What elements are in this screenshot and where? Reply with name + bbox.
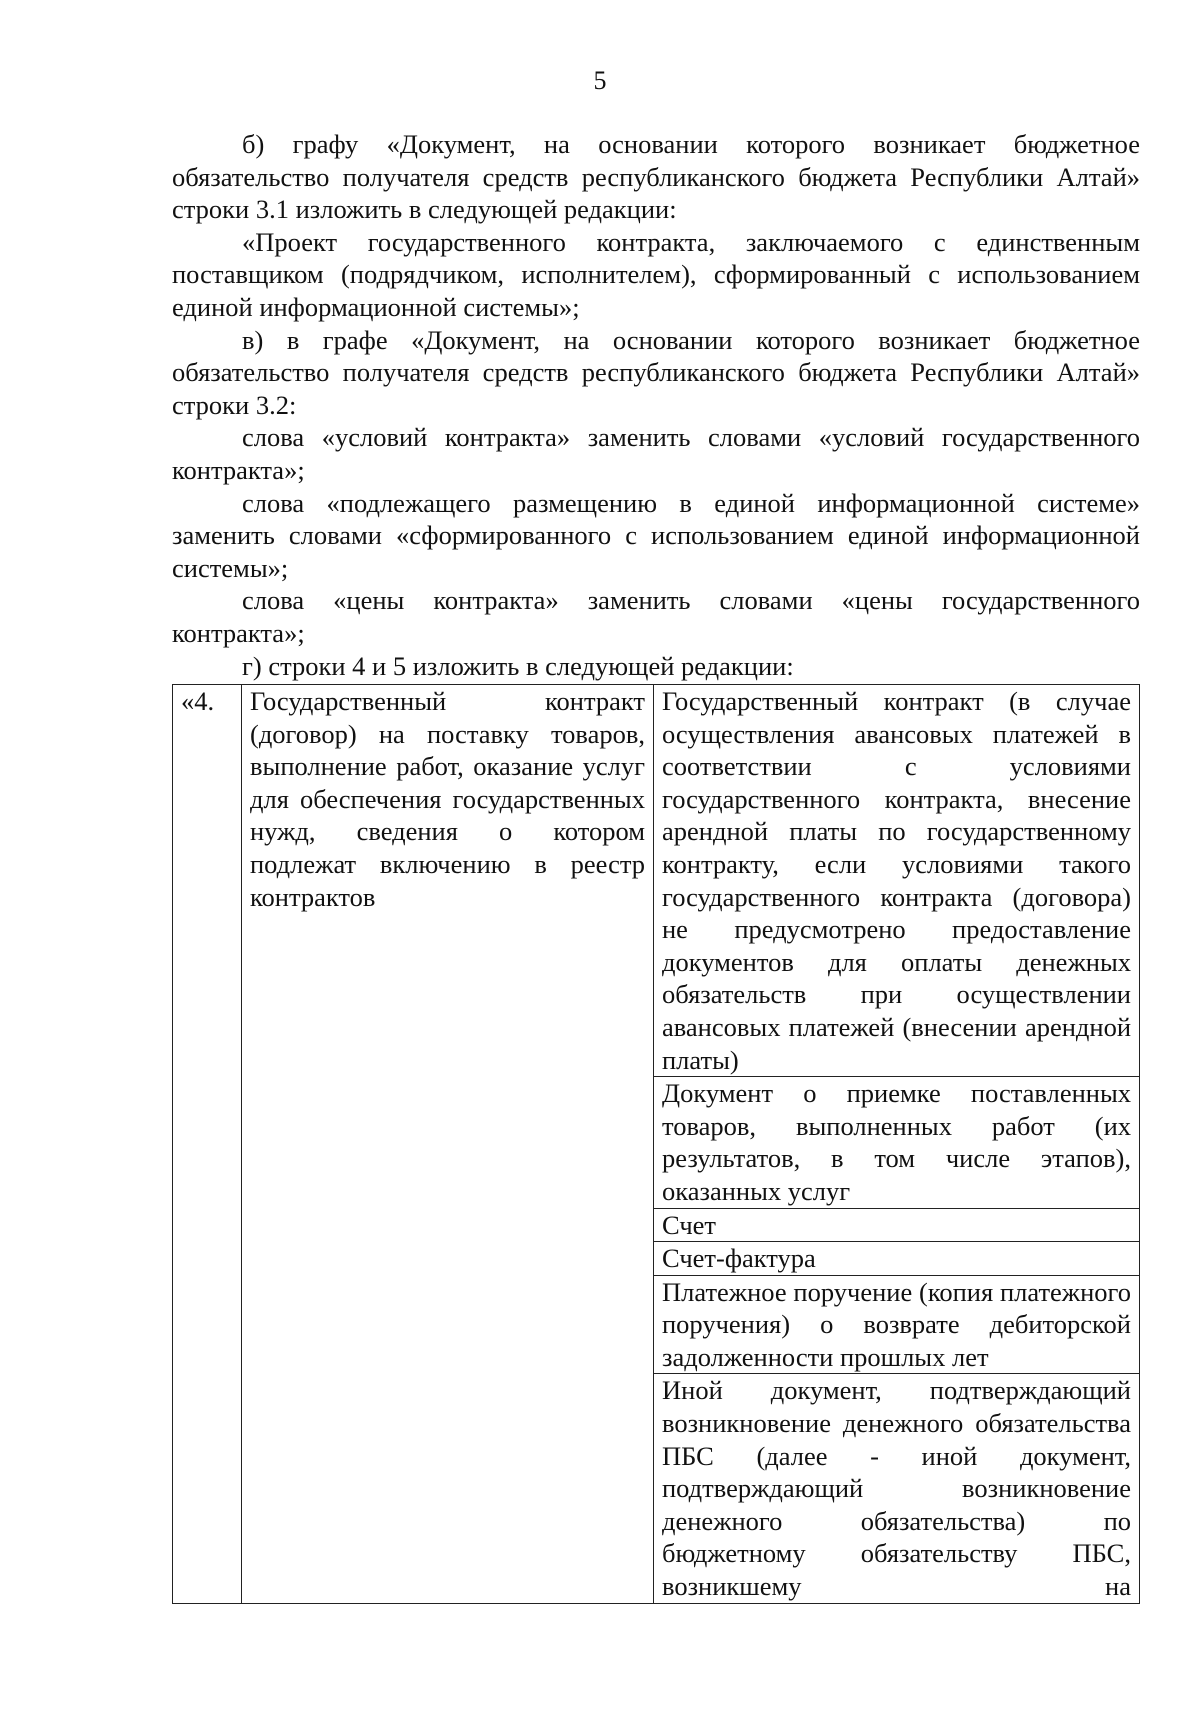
paragraph-replace-contract-terms: слова «условий контракта» заменить словами «условий государственного контракта»; — [172, 422, 1140, 485]
document-cell-text: Иной документ, подтверждающий возникновение денежного обязательства ПБС (далее - иной документ, подтверждающий возникновение денежного обязательства) по бюджетному обязательству ПБС, возникшему на — [662, 1375, 1131, 1602]
obligation-description-cell: Государственный контракт (договор) на поставку товаров, выполнение работ, оказание услуг для обеспечения государственных нужд, сведения о котором подлежат включению в реестр контрактов — [242, 685, 654, 1604]
paragraph-v: в) в графе «Документ, на основании которого возникает бюджетное обязательство получателя средств республиканского бюджета Республики Алтай» строки 3.2: — [172, 324, 1140, 420]
table-row — [173, 685, 1140, 1077]
document-body — [172, 128, 1140, 682]
paragraph-g: г) строки 4 и 5 изложить в следующей редакции: — [242, 650, 794, 681]
paragraph-b-quote: «Проект государственного контракта, заключаемого с единственным поставщиком (подрядчиком, исполнителем), сформированный с использованием единой информационной системы»; — [172, 226, 1140, 322]
amendment-table — [172, 684, 1140, 1604]
paragraph-replace-contract-price: слова «цены контракта» заменить словами «цены государственного контракта»; — [172, 585, 1140, 648]
document-cell: Государственный контракт (в случае осуществления авансовых платежей в соответствии с условиями государственного контракта, внесение арендной платы по государственному контракту, если условиями такого государственного контракта (договора) не предусмотрено предоставление документов для оплаты денежных обязательств при осуществлении авансовых платежей (внесении арендной платы) — [654, 685, 1140, 1077]
paragraph-b: б) графу «Документ, на основании которого возникает бюджетное обязательство получателя средств республиканского бюджета Республики Алтай» строки 3.1 изложить в следующей редакции: — [172, 129, 1140, 225]
document-cell: Документ о приемке поставленных товаров, выполненных работ (их результатов, в том числе этапов), оказанных услуг — [654, 1077, 1140, 1208]
page-number: 5 — [593, 66, 607, 95]
document-cell — [654, 1374, 1140, 1603]
document-cell: Платежное поручение (копия платежного поручения) о возврате дебиторской задолженности прошлых лет — [654, 1275, 1140, 1374]
document-cell: Счет — [654, 1208, 1140, 1242]
row-number-cell: «4. — [173, 685, 242, 1604]
document-cell: Счет-фактура — [654, 1242, 1140, 1276]
paragraph-replace-placement: слова «подлежащего размещению в единой информационной системе» заменить словами «сформированного с использованием единой информационной системы»; — [172, 487, 1140, 583]
